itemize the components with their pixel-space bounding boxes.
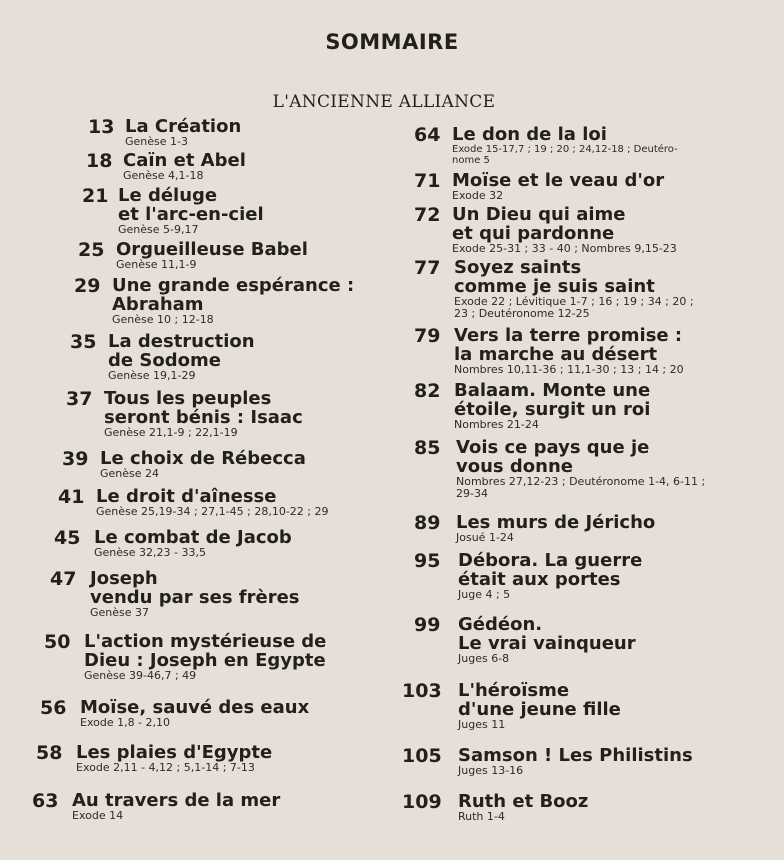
page-number: 95 bbox=[414, 550, 441, 572]
page-number: 35 bbox=[70, 331, 97, 353]
scripture-reference: Genèse 21,1-9 ; 22,1-19 bbox=[104, 426, 238, 439]
page-number: 29 bbox=[74, 275, 101, 297]
entry-title: Caïn et Abel bbox=[123, 150, 246, 171]
page-title: SOMMAIRE bbox=[325, 30, 459, 54]
page-number: 105 bbox=[402, 745, 442, 767]
entry-title: Le choix de Rébecca bbox=[100, 448, 306, 469]
scripture-reference: Genèse 19,1-29 bbox=[108, 369, 196, 382]
scripture-reference: Juges 6-8 bbox=[458, 652, 510, 665]
entry-title: Les murs de Jéricho bbox=[456, 512, 656, 533]
page-number: 72 bbox=[414, 204, 441, 226]
entry-title: Tous les peuples bbox=[104, 388, 272, 409]
scripture-reference: Exode 22 ; Lévitique 1-7 ; 16 ; 19 ; 34 ; 20 ; 23 ; Deutéronome 12-25 bbox=[454, 295, 694, 320]
entry-title: Une grande espérance : bbox=[112, 275, 355, 296]
page-number: 79 bbox=[414, 325, 441, 347]
scripture-reference: Exode 25-31 ; 33 - 40 ; Nombres 9,15-23 bbox=[452, 242, 677, 255]
page-number: 63 bbox=[32, 790, 59, 812]
entry-title-line-2: comme je suis saint bbox=[454, 276, 655, 297]
page-number: 99 bbox=[414, 614, 441, 636]
scripture-reference: Genèse 10 ; 12-18 bbox=[112, 313, 214, 326]
scripture-reference: Juges 13-16 bbox=[458, 764, 524, 777]
page-number: 50 bbox=[44, 631, 71, 653]
section-title: L'ANCIENNE ALLIANCE bbox=[272, 92, 496, 112]
scripture-reference: Genèse 4,1-18 bbox=[123, 169, 204, 182]
page-number: 47 bbox=[50, 568, 77, 590]
scripture-reference: Genèse 24 bbox=[100, 467, 160, 480]
entry-title: Au travers de la mer bbox=[72, 790, 281, 811]
page-number: 41 bbox=[58, 486, 85, 508]
scripture-reference: Ruth 1-4 bbox=[458, 810, 505, 823]
page-number: 39 bbox=[62, 448, 89, 470]
page-number: 21 bbox=[82, 185, 109, 207]
scripture-reference: Exode 1,8 - 2,10 bbox=[80, 716, 171, 729]
scripture-reference: Exode 32 bbox=[452, 189, 504, 202]
entry-title-line-2: était aux portes bbox=[458, 569, 621, 590]
entry-title: Moïse et le veau d'or bbox=[452, 170, 665, 191]
scripture-reference: Juges 11 bbox=[458, 718, 506, 731]
entry-title: Joseph bbox=[90, 568, 158, 589]
page-number: 13 bbox=[88, 116, 115, 138]
entry-title: Le don de la loi bbox=[452, 124, 607, 145]
entry-title-line-2: vous donne bbox=[456, 456, 573, 477]
scripture-reference: Genèse 1-3 bbox=[125, 135, 188, 148]
page-number: 37 bbox=[66, 388, 93, 410]
page-number: 71 bbox=[414, 170, 441, 192]
scripture-reference: Nombres 10,11-36 ; 11,1-30 ; 13 ; 14 ; 20 bbox=[454, 363, 684, 376]
page-number: 109 bbox=[402, 791, 442, 813]
scripture-reference: Exode 14 bbox=[72, 809, 124, 822]
entry-title-line-2: vendu par ses frères bbox=[90, 587, 300, 608]
entry-title: La destruction bbox=[108, 331, 255, 352]
scripture-reference: Nombres 27,12-23 ; Deutéronome 1-4, 6-11 ; 29-34 bbox=[456, 475, 706, 500]
scripture-reference: Genèse 5-9,17 bbox=[118, 223, 199, 236]
entry-title: Gédéon. bbox=[458, 614, 543, 635]
entry-title: Vois ce pays que je bbox=[456, 437, 650, 458]
entry-title: Samson ! Les Philistins bbox=[458, 745, 693, 766]
page-number: 64 bbox=[414, 124, 441, 146]
scripture-reference: Genèse 32,23 - 33,5 bbox=[94, 546, 206, 559]
entry-title: Orgueilleuse Babel bbox=[116, 239, 308, 260]
page-number: 103 bbox=[402, 680, 442, 702]
page-number: 82 bbox=[414, 380, 441, 402]
entry-title-line-2: Dieu : Joseph en Egypte bbox=[84, 650, 326, 671]
entry-title: Le droit d'aînesse bbox=[96, 486, 277, 507]
entry-title: La Création bbox=[125, 116, 242, 137]
entry-title-line-2: la marche au désert bbox=[454, 344, 658, 365]
page-number: 56 bbox=[40, 697, 67, 719]
scripture-reference: Juge 4 ; 5 bbox=[458, 588, 511, 601]
scripture-reference: Exode 15-17,7 ; 19 ; 20 ; 24,12-18 ; Deutéro-nome 5 bbox=[452, 144, 678, 166]
scripture-reference: Genèse 25,19-34 ; 27,1-45 ; 28,10-22 ; 29 bbox=[96, 505, 329, 518]
scripture-reference: Genèse 11,1-9 bbox=[116, 258, 197, 271]
entry-title-line-2: d'une jeune fille bbox=[458, 699, 621, 720]
entry-title-line-2: Abraham bbox=[112, 294, 204, 315]
entry-title: Balaam. Monte une bbox=[454, 380, 651, 401]
scripture-reference: Exode 2,11 - 4,12 ; 5,1-14 ; 7-13 bbox=[76, 761, 255, 774]
page-number: 85 bbox=[414, 437, 441, 459]
scripture-reference: Genèse 39-46,7 ; 49 bbox=[84, 669, 197, 682]
entry-title: Le combat de Jacob bbox=[94, 527, 292, 548]
scripture-reference: Josué 1-24 bbox=[456, 531, 514, 544]
entry-title-line-2: Le vrai vainqueur bbox=[458, 633, 636, 654]
entry-title: L'action mystérieuse de bbox=[84, 631, 327, 652]
entry-title: Débora. La guerre bbox=[458, 550, 643, 571]
entry-title: L'héroïsme bbox=[458, 680, 570, 701]
entry-title-line-2: et qui pardonne bbox=[452, 223, 615, 244]
page-number: 58 bbox=[36, 742, 63, 764]
entry-title: Vers la terre promise : bbox=[454, 325, 683, 346]
page-number: 89 bbox=[414, 512, 441, 534]
entry-title: Soyez saints bbox=[454, 257, 582, 278]
entry-title-line-2: seront bénis : Isaac bbox=[104, 407, 303, 428]
entry-title: Un Dieu qui aime bbox=[452, 204, 626, 225]
entry-title: Le déluge bbox=[118, 185, 218, 206]
entry-title: Ruth et Booz bbox=[458, 791, 589, 812]
scripture-reference: Genèse 37 bbox=[90, 606, 150, 619]
entry-title: Moïse, sauvé des eaux bbox=[80, 697, 310, 718]
scripture-reference: Nombres 21-24 bbox=[454, 418, 539, 431]
page-number: 77 bbox=[414, 257, 441, 279]
page-number: 25 bbox=[78, 239, 105, 261]
entry-title: Les plaies d'Egypte bbox=[76, 742, 273, 763]
page-number: 45 bbox=[54, 527, 81, 549]
entry-title-line-2: de Sodome bbox=[108, 350, 221, 371]
entry-title-line-2: étoile, surgit un roi bbox=[454, 399, 651, 420]
page-number: 18 bbox=[86, 150, 113, 172]
entry-title-line-2: et l'arc-en-ciel bbox=[118, 204, 264, 225]
